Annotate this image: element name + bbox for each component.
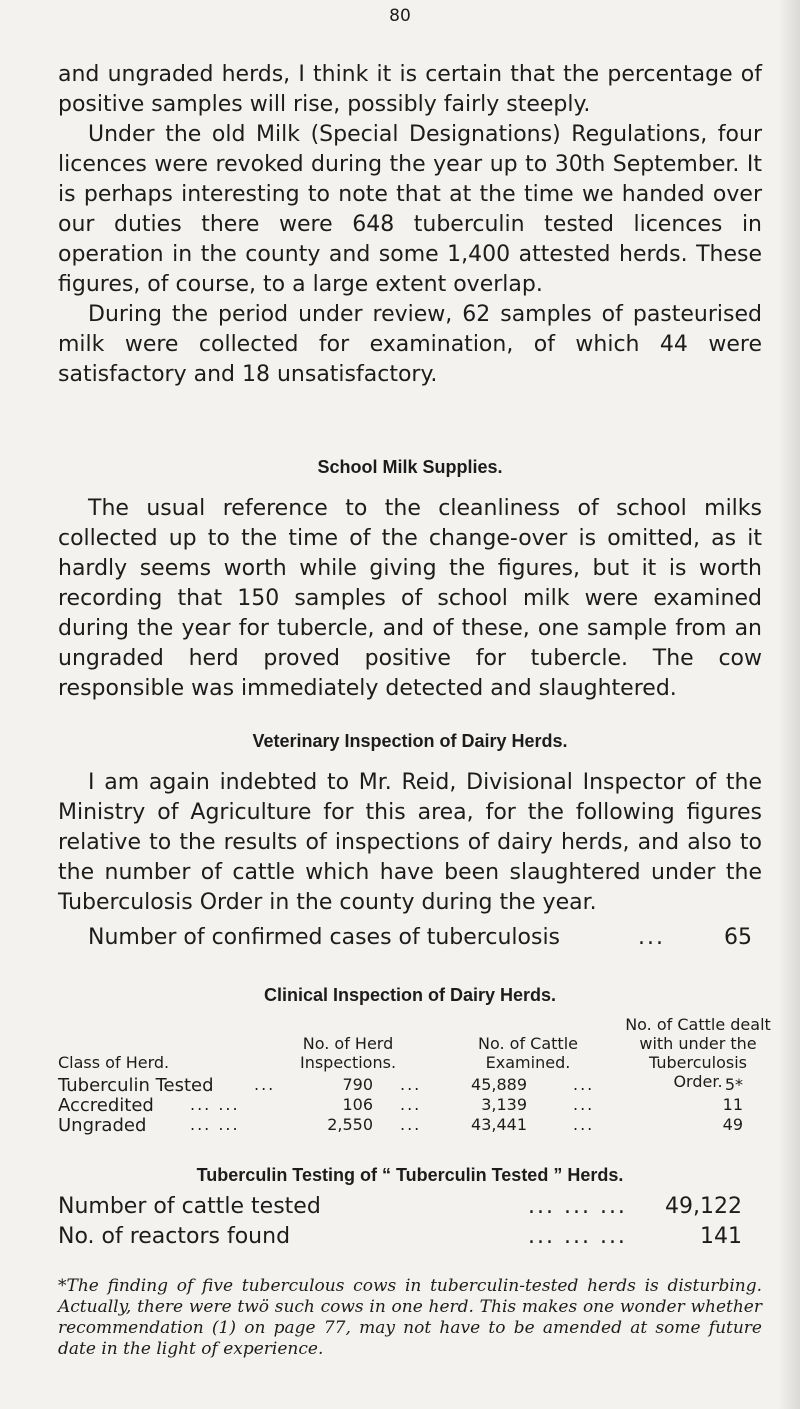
confirmed-cases-dots: ... — [638, 925, 665, 950]
body-text-top — [58, 60, 762, 390]
scan-shadow-edge — [778, 0, 800, 1409]
row-3-dealt: 49 — [722, 1115, 743, 1134]
confirmed-cases-label: Number of confirmed cases of tuberculosis — [88, 925, 561, 950]
row-1-sep-1: ... — [400, 1075, 422, 1094]
clinical-heading-wrap — [58, 980, 762, 1010]
header-examined-1: No. of Cattle — [478, 1034, 578, 1053]
page-number: 80 — [389, 6, 411, 26]
row-2-examined: 3,139 — [481, 1095, 527, 1114]
row-2-lead-dots: ... ... — [190, 1095, 240, 1114]
cattle-tested-dots: ... ... ... — [528, 1194, 627, 1219]
paragraph-3: During the period under review, 62 samples of pasteurised milk were collected for examination, of which 44 were satisfactory and 18 unsatisfactory. — [58, 302, 762, 387]
confirmed-cases-line — [58, 923, 762, 953]
school-milk-heading: School Milk Supplies. — [317, 457, 503, 477]
cattle-tested-label: Number of cattle tested — [58, 1194, 321, 1219]
row-1-examined: 45,889 — [471, 1075, 527, 1094]
row-3-lead-dots: ... ... — [190, 1115, 240, 1134]
header-class-of-herd: Class of Herd. — [58, 1053, 170, 1072]
header-inspections-1: No. of Herd — [302, 1034, 394, 1053]
clinical-heading: Clinical Inspection of Dairy Herds. — [263, 985, 557, 1005]
row-2-dealt: 11 — [722, 1095, 743, 1114]
row-2-class: Accredited — [58, 1095, 154, 1116]
header-examined-2: Examined. — [485, 1053, 571, 1072]
row-1-class: Tuberculin Tested — [58, 1075, 214, 1096]
header-dealt-1: No. of Cattle dealt — [625, 1015, 771, 1034]
row-2-sep-1: ... — [400, 1095, 422, 1114]
row-2-sep-2: ... — [573, 1095, 595, 1114]
row-3-sep-1: ... — [400, 1115, 422, 1134]
cattle-tested-value: 49,122 — [665, 1194, 742, 1219]
header-inspections-2: Inspections. — [299, 1053, 397, 1072]
testing-heading: Tuberculin Testing of “ Tuberculin Tested ” Herds. — [196, 1165, 624, 1185]
veterinary-heading: Veterinary Inspection of Dairy Herds. — [252, 731, 568, 751]
section-veterinary — [58, 726, 762, 918]
testing-heading-wrap — [58, 1160, 762, 1190]
footnote: *The finding of five tuberculous cows in tuberculin-tested herds is disturbing. Actually, there were twö such cows in one herd. This makes one wonder whether recommendation (1) on page 77, may not have to be amended at some future date in the light of experience. — [58, 1276, 762, 1359]
reactors-value: 141 — [700, 1224, 742, 1249]
header-dealt-4: Order. — [673, 1072, 723, 1091]
confirmed-cases-value: 65 — [724, 925, 752, 950]
paragraph-2: Under the old Milk (Special Designations) Regulations, four licences were revoked during the year up to 30th September. It is perhaps interesting to note that at the time we handed over our duties there were 648 tuberculin tested licences in operation in the county and some 1,400 attested herds. These figures, of course, to a large extent overlap. — [58, 122, 762, 297]
row-3-class: Ungraded — [58, 1115, 147, 1136]
row-1-lead-dots: ... — [254, 1075, 276, 1094]
row-3-examined: 43,441 — [471, 1115, 527, 1134]
section-school-milk — [58, 452, 762, 704]
reactors-label: No. of reactors found — [58, 1224, 291, 1249]
row-3-inspections: 2,550 — [327, 1115, 373, 1134]
paragraph-5: I am again indebted to Mr. Reid, Divisional Inspector of the Ministry of Agriculture for this area, for the following figures relative to the results of inspections of dairy herds, and also to the number of cattle which have been slaughtered under the Tuberculosis Order in the county during the year. — [58, 770, 762, 915]
row-3-sep-2: ... — [573, 1115, 595, 1134]
header-dealt-3: Tuberculosis — [649, 1053, 747, 1072]
row-2-inspections: 106 — [342, 1095, 373, 1114]
row-1-dealt: 5* — [724, 1075, 743, 1094]
header-dealt-2: with under the — [639, 1034, 757, 1053]
row-1-sep-2: ... — [573, 1075, 595, 1094]
row-1-inspections: 790 — [342, 1075, 373, 1094]
paragraph-4: The usual reference to the cleanliness of school milks collected up to the time of the change-over is omitted, as it hardly seems worth while giving the figures, but it is worth recording that 150 samples of school milk were examined during the year for tubercle, and of these, one sample from an ungraded herd proved positive for tubercle. The cow responsible was immediately detected and slaughtered. — [58, 496, 762, 701]
testing-figures — [58, 1192, 762, 1252]
paragraph-1: and ungraded herds, I think it is certain that the percentage of positive samples will rise, possibly fairly steeply. — [58, 62, 762, 117]
reactors-dots: ... ... ... — [528, 1224, 627, 1249]
